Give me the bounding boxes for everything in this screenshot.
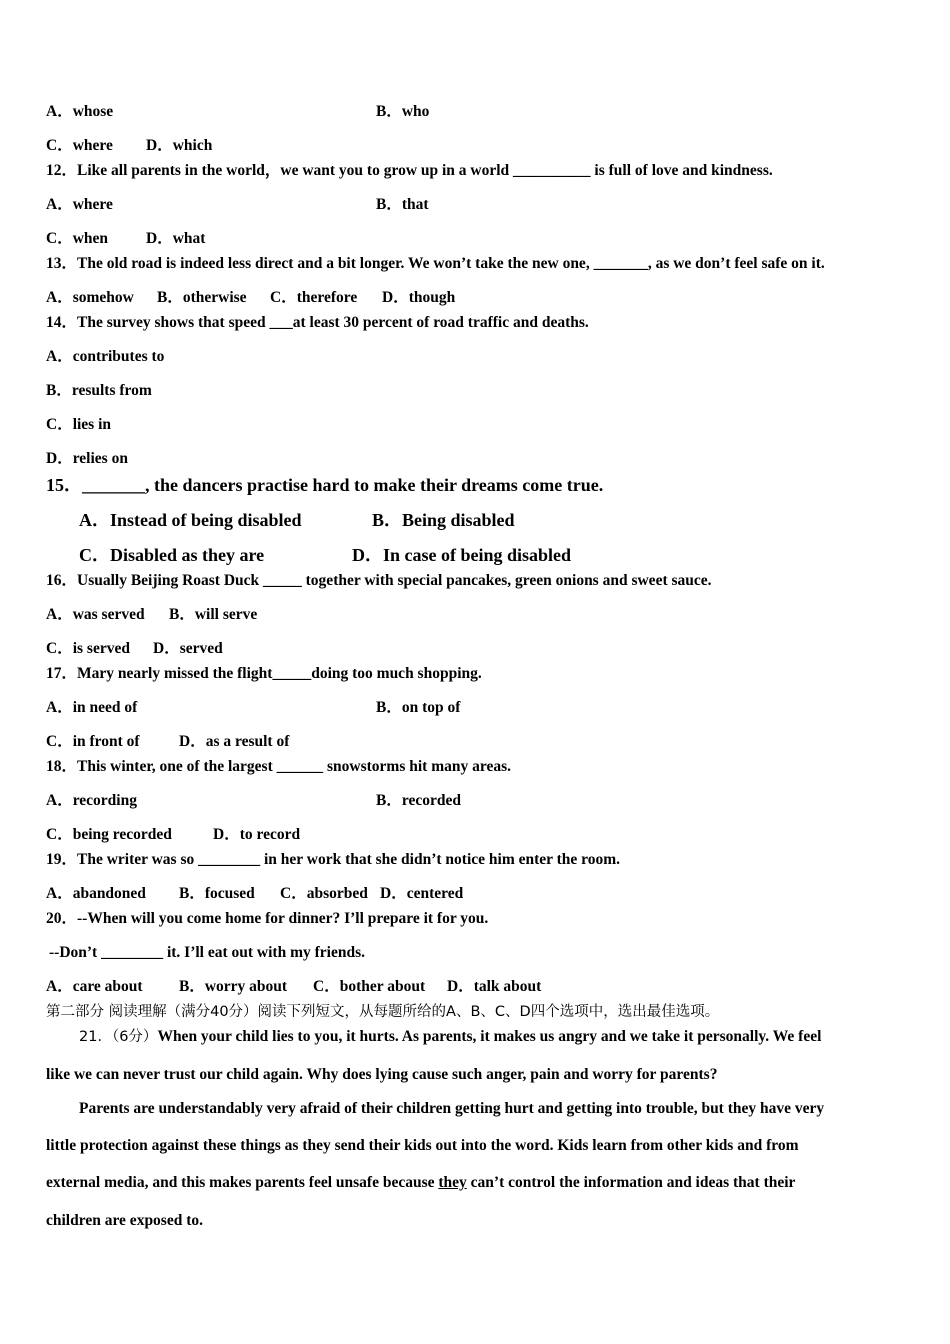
q16-option-b: B．will serve bbox=[169, 606, 258, 623]
q17-option-b: B．on top of bbox=[376, 699, 461, 716]
q18-option-b: B．recorded bbox=[376, 792, 461, 809]
q17-option-d: D．as a result of bbox=[179, 733, 290, 750]
q20-stem: 20．--When will you come home for dinner? I’ll prepare it for you. bbox=[46, 910, 489, 927]
passage21-para2-line3-post: can’t control the information and ideas that their bbox=[466, 1174, 796, 1191]
q19-stem: 19．The writer was so ________ in her work that she didn’t notice him enter the room. bbox=[46, 851, 621, 868]
passage21-para2-line2: little protection against these things as they send their kids out into the word. Kids learn from other kids and from bbox=[46, 1137, 799, 1154]
q15-option-a: A．Instead of being disabled bbox=[79, 510, 302, 530]
q14-option-a: A．contributes to bbox=[46, 348, 165, 365]
q12-option-c: C．when bbox=[46, 230, 109, 247]
q13-stem: 13．The old road is indeed less direct and a bit longer. We won’t take the new one, _______, as we don’t feel safe on it. bbox=[46, 255, 825, 272]
q19-option-c: C．absorbed bbox=[280, 885, 368, 902]
passage21-para2-line3-pre: external media, and this makes parents feel unsafe because bbox=[46, 1174, 439, 1191]
q18-stem: 18．This winter, one of the largest ______ snowstorms hit many areas. bbox=[46, 758, 511, 775]
q16-option-d: D．served bbox=[153, 640, 223, 657]
q15-stem: 15．_______, the dancers practise hard to make their dreams come true. bbox=[46, 475, 604, 495]
passage21-para1-line1 bbox=[79, 1027, 821, 1047]
q13-option-d: D．though bbox=[382, 289, 456, 306]
q18-option-a: A．recording bbox=[46, 792, 137, 809]
q15-option-d: D．In case of being disabled bbox=[352, 545, 572, 565]
q18-option-d: D．to record bbox=[213, 826, 301, 843]
q11-option-c: C．where bbox=[46, 137, 113, 154]
q11-option-a: A．whose bbox=[46, 103, 114, 120]
q13-option-c: C．therefore bbox=[270, 289, 358, 306]
q17-option-a: A．in need of bbox=[46, 699, 138, 716]
q11-option-b: B．who bbox=[376, 103, 430, 120]
q15-option-b: B．Being disabled bbox=[372, 510, 515, 530]
q11-option-d: D．which bbox=[146, 137, 213, 154]
q16-option-a: A．was served bbox=[46, 606, 145, 623]
passage21-para2-line4: children are exposed to. bbox=[46, 1212, 204, 1229]
q17-option-c: C．in front of bbox=[46, 733, 140, 750]
q14-option-b: B．results from bbox=[46, 382, 152, 399]
q12-option-b: B．that bbox=[376, 196, 429, 213]
q14-stem: 14．The survey shows that speed ___at least 30 percent of road traffic and deaths. bbox=[46, 314, 589, 331]
q20-reply: --Don’t ________ it. I’ll eat out with my friends. bbox=[49, 944, 366, 961]
passage21-para1-line1-text: When your child lies to you, it hurts. As parents, it makes us angry and we take it personally. We feel bbox=[157, 1028, 822, 1045]
q15-option-c: C．Disabled as they are bbox=[79, 545, 265, 565]
q14-option-d: D．relies on bbox=[46, 450, 128, 467]
q13-option-a: A．somehow bbox=[46, 289, 134, 306]
q20-option-a: A．care about bbox=[46, 978, 143, 995]
section2-heading: 第二部分 阅读理解（满分40分）阅读下列短文，从每题所给的A、B、C、D四个选项中，选出最佳选项。 bbox=[46, 1004, 720, 1020]
q12-option-a: A．where bbox=[46, 196, 113, 213]
q16-stem: 16．Usually Beijing Roast Duck _____ together with special pancakes, green onions and sweet sauce. bbox=[46, 572, 712, 589]
q13-option-b: B．otherwise bbox=[157, 289, 247, 306]
q12-stem: 12．Like all parents in the world，we want you to grow up in a world __________ is full of love and kindness. bbox=[46, 162, 773, 179]
q12-option-d: D．what bbox=[146, 230, 206, 247]
q19-option-a: A．abandoned bbox=[46, 885, 146, 902]
passage21-para1-line2: like we can never trust our child again. Why does lying cause such anger, pain and worry for parents? bbox=[46, 1066, 718, 1083]
passage21-number: 21．（6分） bbox=[79, 1029, 158, 1045]
q20-option-b: B．worry about bbox=[179, 978, 288, 995]
q18-option-c: C．being recorded bbox=[46, 826, 172, 843]
passage21-para2-line1: Parents are understandably very afraid of their children getting hurt and getting into trouble, but they have very bbox=[79, 1100, 825, 1117]
q14-option-c: C．lies in bbox=[46, 416, 112, 433]
q19-option-d: D．centered bbox=[380, 885, 464, 902]
q19-option-b: B．focused bbox=[179, 885, 255, 902]
q16-option-c: C．is served bbox=[46, 640, 130, 657]
passage21-para2-line3 bbox=[46, 1173, 795, 1193]
q20-option-d: D．talk about bbox=[447, 978, 542, 995]
underlined-word-they: they bbox=[438, 1174, 467, 1191]
q17-stem: 17．Mary nearly missed the flight_____doing too much shopping. bbox=[46, 665, 482, 682]
q20-option-c: C．bother about bbox=[313, 978, 426, 995]
